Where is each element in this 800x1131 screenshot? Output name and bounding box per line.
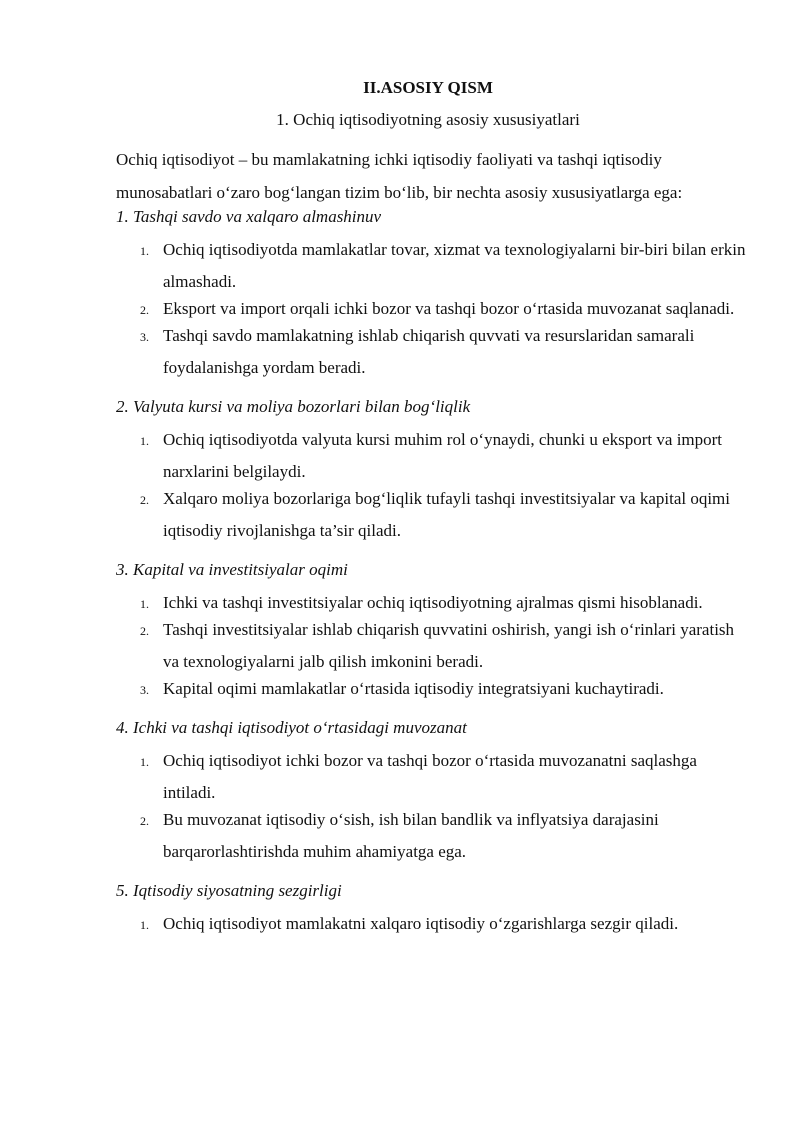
list-item-text: Ichki va tashqi investitsiyalar ochiq iqtisodiyotning ajralmas qismi hisoblanadi. — [163, 593, 703, 612]
list-item-text: Ochiq iqtisodiyot mamlakatni xalqaro iqtisodiy o‘zgarishlarga sezgir qiladi. — [163, 914, 679, 933]
intro-paragraph: Ochiq iqtisodiyot – bu mamlakatning ichki iqtisodiy faoliyati va tashqi iqtisodiy munosabatlari o‘zaro bog‘langan tizim bo‘lib, bir nechta asosiy xususiyatlarga ega: — [116, 150, 683, 202]
list-item — [116, 804, 766, 868]
list-item-text: Ochiq iqtisodiyotda valyuta kursi muhim rol o‘ynaydi, chunki u eksport va import narxlarini belgilaydi. — [163, 430, 723, 481]
section-heading: 1. Tashqi savdo va xalqaro almashinuv — [116, 207, 382, 226]
section-subtitle: 1. Ochiq iqtisodiyotning asosiy xususiyatlari — [276, 110, 580, 129]
list-item-number: 1. — [140, 755, 149, 769]
list-item-text: Ochiq iqtisodiyot ichki bozor va tashqi bozor o‘rtasida muvozanatni saqlashga intiladi. — [163, 751, 697, 802]
list-item-number: 2. — [140, 814, 149, 828]
list-item — [116, 234, 766, 298]
list-item-number: 1. — [140, 434, 149, 448]
list-item-number: 3. — [140, 330, 149, 344]
sections-container — [116, 207, 766, 953]
section-spacer — [116, 548, 766, 560]
section-heading: 2. Valyuta kursi va moliya bozorlari bilan bog‘liqlik — [116, 397, 471, 416]
list-item — [116, 908, 766, 940]
list-item — [116, 424, 766, 488]
list-item-text: Kapital oqimi mamlakatlar o‘rtasida iqtisodiy integratsiyani kuchaytiradi. — [163, 679, 664, 698]
section-heading: 4. Ichki va tashqi iqtisodiyot o‘rtasidagi muvozanat — [116, 718, 467, 737]
list-item — [116, 483, 766, 547]
list-item-number: 1. — [140, 244, 149, 258]
section-spacer — [116, 385, 766, 397]
list-item — [116, 320, 766, 384]
list-item-number: 2. — [140, 493, 149, 507]
section-heading: 3. Kapital va investitsiyalar oqimi — [116, 560, 348, 579]
section-spacer — [116, 941, 766, 953]
list-item-number: 2. — [140, 624, 149, 638]
list-item-number: 1. — [140, 918, 149, 932]
list-item — [116, 673, 766, 705]
list-item-number: 2. — [140, 303, 149, 317]
list-item-number: 1. — [140, 597, 149, 611]
list-item-text: Xalqaro moliya bozorlariga bog‘liqlik tufayli tashqi investitsiyalar va kapital oqimi iqtisodiy rivojlanishga ta’sir qiladi. — [163, 489, 731, 540]
list-item-number: 3. — [140, 683, 149, 697]
page-title: II.ASOSIY QISM — [363, 78, 493, 97]
list-item-text: Eksport va import orqali ichki bozor va tashqi bozor o‘rtasida muvozanat saqlanadi. — [163, 299, 735, 318]
section-spacer — [116, 869, 766, 881]
section-heading: 5. Iqtisodiy siyosatning sezgirligi — [116, 881, 342, 900]
list-item-text: Ochiq iqtisodiyotda mamlakatlar tovar, xizmat va texnologiyalarni bir-biri bilan erkin almashadi. — [163, 240, 746, 291]
list-item-text: Tashqi investitsiyalar ishlab chiqarish quvvatini oshirish, yangi ish o‘rinlari yaratish va texnologiyalarni jalb qilish imkonini beradi. — [163, 620, 735, 671]
section-spacer — [116, 706, 766, 718]
list-item-text: Bu muvozanat iqtisodiy o‘sish, ish bilan bandlik va inflyatsiya darajasini barqarorlashtirishda muhim ahamiyatga ega. — [163, 810, 659, 861]
list-item — [116, 614, 766, 678]
list-item — [116, 745, 766, 809]
list-item-text: Tashqi savdo mamlakatning ishlab chiqarish quvvati va resurslaridan samarali foydalanishga yordam beradi. — [163, 326, 695, 377]
